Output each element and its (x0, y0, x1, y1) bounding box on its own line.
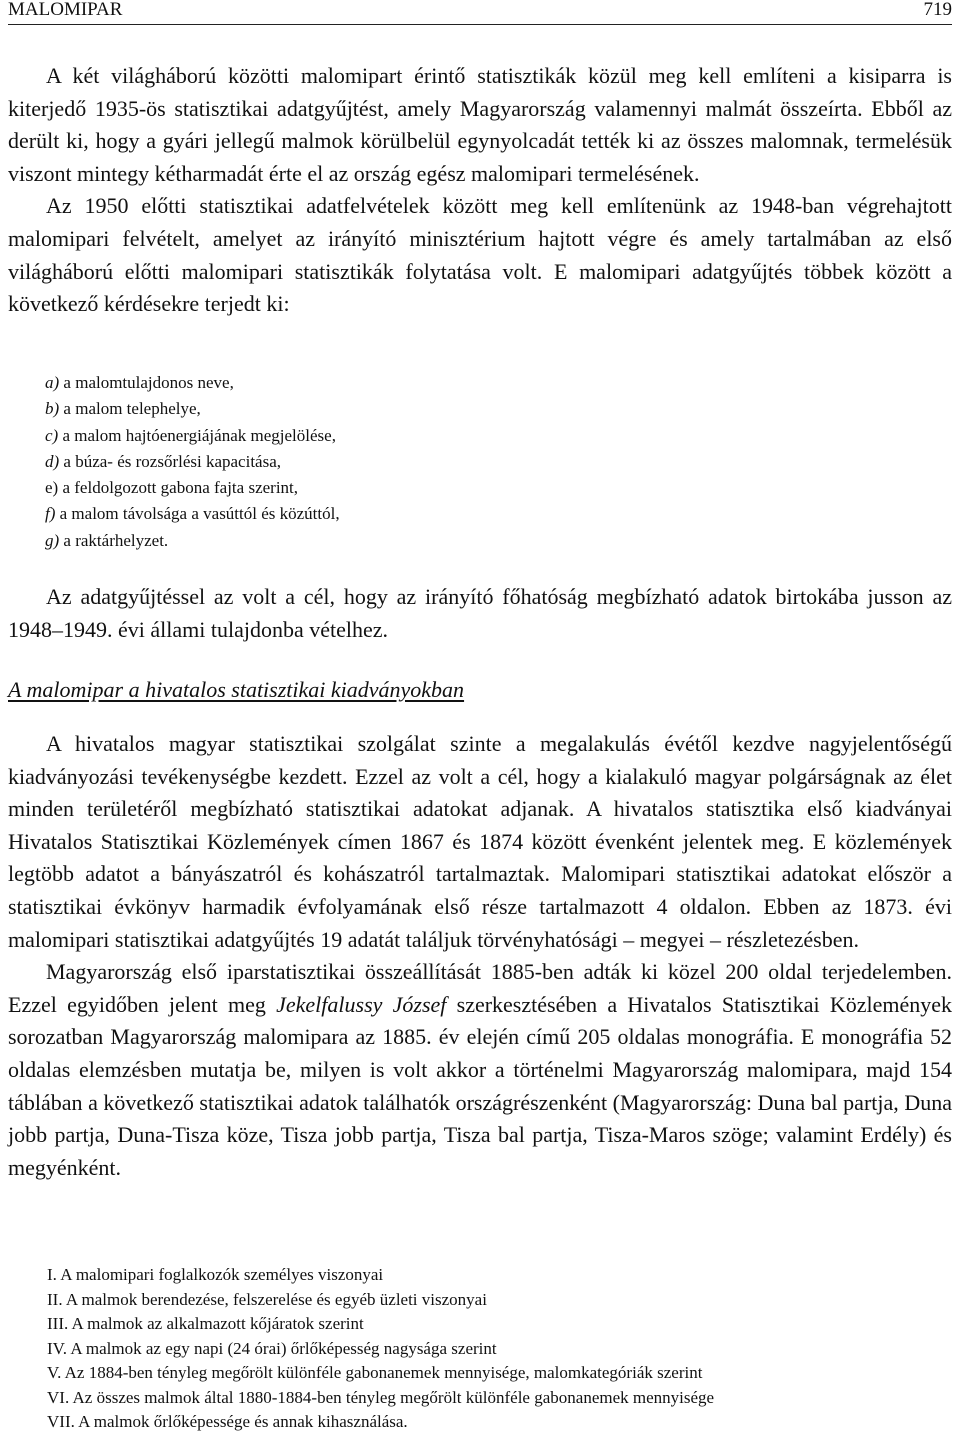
question-item: d) a búza- és rozsőrlési kapacitása, (45, 451, 282, 471)
question-item: a) a malomtulajdonos neve, (45, 373, 234, 392)
table-list (47, 1263, 947, 1435)
author-name: Jekelfalussy József (276, 991, 447, 1017)
table-list-item: V. Az 1884-ben tényleg megőrölt különféle gabonanemek mennyisége, malomkategóriák szerint (47, 1363, 703, 1382)
table-list-item: II. A malmok berendezése, felszerelése és egyéb üzleti viszonyai (47, 1289, 487, 1309)
body-section-3 (8, 728, 952, 1184)
paragraph-5: Magyarország első iparstatisztikai összeállítását 1885-ben adták ki közel 200 oldal terjedelemben. Ezzel egyidőben jelent meg Jekelfalussy József szerkesztésében a Hivatalos Statisztikai Közlemények sorozatban Magyarország malomipara az 1885. év elején című 205 oldalas monográfia. E monográfia 52 oldalas elemzésben mutatja be, milyen is volt akkor a történelmi Magyarország malomipara, majd 154 táblában a következő statisztikai adatok találhatók országrészenként (Magyarország: Duna bal partja, Duna jobb partja, Duna-Tisza köze, Tisza jobb partja, Tisza bal partja, Tisza-Maros szöge; valamint Erdély) és megyénként. (8, 959, 952, 1180)
table-list-item: IV. A malmok az egy napi (24 órai) őrlőképesség nagysága szerint (47, 1338, 497, 1358)
page-number: 719 (923, 0, 952, 20)
question-item: g) a raktárhelyzet. (45, 530, 169, 550)
paragraph-3: Az adatgyűjtéssel az volt a cél, hogy az irányító főhatóság megbízható adatok birtokába jusson az 1948–1949. évi állami tulajdonba vételhez. (8, 584, 952, 642)
question-item: f) a malom távolsága a vasúttól és közúttól, (45, 504, 340, 524)
table-list-item: VI. Az összes malmok által 1880-1884-ben tényleg megőrölt különféle gabonanemek mennyisége (47, 1387, 715, 1407)
section-subheading: A malomipar a hivatalos statisztikai kiadványokban (8, 677, 465, 702)
question-list (45, 370, 645, 554)
paragraph-2: Az 1950 előtti statisztikai adatfelvételek között meg kell említenünk az 1948-ban végrehajtott malomipari felvételt, amelyet az irányító minisztérium hajtott végre és amely tartalmában az első világháború előtti malomipari statisztikák folytatása volt. E malomipari adatgyűjtés többek között a következő kérdésekre terjedt ki: (8, 193, 952, 317)
running-header (8, 0, 952, 25)
paragraph-4: A hivatalos magyar statisztikai szolgálat szinte a megalakulás évétől kezdve nagyjelentőségű kiadványozási tevékenységbe kezdett. Ezzel az volt a cél, hogy a kialakuló magyar polgárságnak az élet minden területéről megbízható statisztikai adatokat adjanak. A hivatalos statisztika első kiadványai Hivatalos Statisztikai Közlemények címen 1867 és 1874 között évenként jelentek meg. E közlemények legtöbb adatot a bányászatról és kohászatról tartalmaztak. Malomipari statisztikai adatokat először a statisztikai évkönyv harmadik évfolyamának első része tartalmazott 4 oldalon. Ebben az 1873. évi malomipari statisztikai adatgyűjtés 19 adatát találjuk törvényhatósági – megyei – részletezésben. (8, 731, 952, 952)
paragraph-1: A két világháború közötti malomipart érintő statisztikák közül meg kell említeni a kisiparra is kiterjedő 1935-ös statisztikai adatgyűjtést, amely Magyarország valamennyi malmát összeírta. Ebből az derült ki, hogy a gyári jellegű malmok körülbelül egynyolcadát tették ki az összes malomnak, termelésük viszont mintegy kétharmadát érte el az ország egész malomipari termelésének. (8, 63, 952, 186)
table-list-item: VII. A malmok őrlőképessége és annak kihasználása. (47, 1412, 408, 1431)
running-title: MALOMIPAR (8, 0, 123, 20)
question-item: b) a malom telephelye, (45, 399, 201, 419)
question-item: e) a feldolgozott gabona fajta szerint, (45, 478, 299, 498)
body-section-1 (8, 60, 952, 321)
body-section-2 (8, 581, 952, 646)
table-list-item: III. A malmok az alkalmazott kőjáratok szerint (47, 1314, 364, 1333)
table-list-item: I. A malomipari foglalkozók személyes viszonyai (47, 1265, 384, 1284)
question-item: c) a malom hajtóenergiájának megjelölése, (45, 425, 336, 445)
